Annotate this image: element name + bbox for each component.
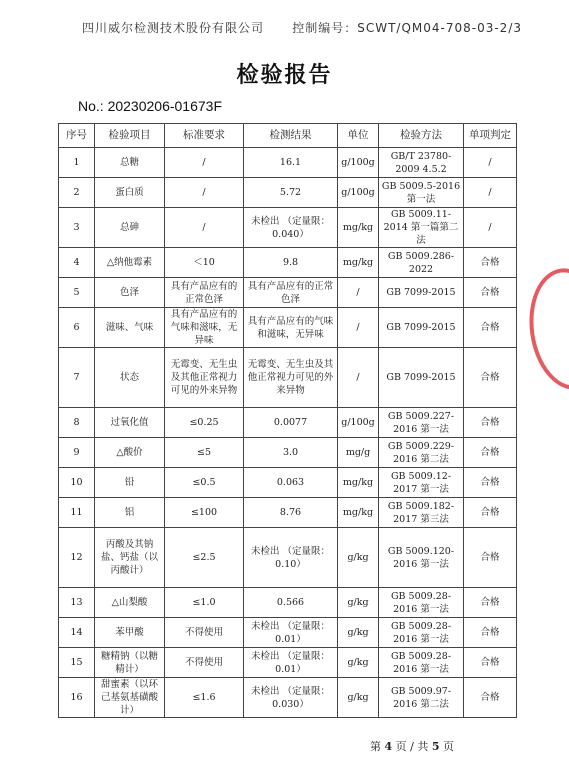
footer-total-pages: 5 [431, 740, 440, 753]
footer-prefix: 第 [370, 740, 385, 753]
table-row [59, 528, 517, 588]
cell-item: 滋味、气味 [95, 308, 165, 348]
cell-unit: g/kg [338, 648, 379, 678]
cell-item: 状态 [95, 348, 165, 408]
cell-item: 色泽 [95, 278, 165, 308]
cell-unit: / [338, 308, 379, 348]
cell-verdict: 合格 [464, 498, 517, 528]
cell-item: 蛋白质 [95, 178, 165, 208]
cell-item: 丙酸及其钠盐、钙盐（以丙酸计） [95, 528, 165, 588]
cell-method: GB 5009.12-2017 第一法 [379, 468, 464, 498]
cell-result: 未检出 （定量限：0.040） [244, 208, 338, 248]
table-row [59, 178, 517, 208]
cell-verdict: 合格 [464, 528, 517, 588]
cell-no: 2 [59, 178, 95, 208]
cell-item: 糖精钠（以糖精计） [95, 648, 165, 678]
cell-no: 13 [59, 588, 95, 618]
table-row [59, 618, 517, 648]
cell-result: 具有产品应有的气味和滋味，无异味 [244, 308, 338, 348]
cell-requirement: 具有产品应有的正常色泽 [165, 278, 244, 308]
cell-verdict: 合格 [464, 278, 517, 308]
cell-item: 总砷 [95, 208, 165, 248]
cell-item: 铝 [95, 498, 165, 528]
cell-requirement: / [165, 178, 244, 208]
header-cell: 检测结果 [244, 124, 338, 148]
cell-item: △纳他霉素 [95, 248, 165, 278]
cell-verdict: 合格 [464, 438, 517, 468]
inspection-table [58, 123, 517, 718]
cell-requirement: ≤0.25 [165, 408, 244, 438]
header-cell: 检验方法 [379, 124, 464, 148]
cell-result: 具有产品应有的正常色泽 [244, 278, 338, 308]
header-cell: 标准要求 [165, 124, 244, 148]
cell-item: 过氧化值 [95, 408, 165, 438]
cell-unit: g/100g [338, 408, 379, 438]
cell-item: △酸价 [95, 438, 165, 468]
cell-no: 11 [59, 498, 95, 528]
table-body [59, 148, 517, 718]
cell-no: 6 [59, 308, 95, 348]
table-header-row [59, 124, 517, 148]
cell-result: 8.76 [244, 498, 338, 528]
table-row [59, 678, 517, 718]
table-row [59, 498, 517, 528]
cell-verdict: 合格 [464, 308, 517, 348]
cell-verdict: 合格 [464, 678, 517, 718]
cell-unit: g/kg [338, 588, 379, 618]
cell-requirement: 不得使用 [165, 618, 244, 648]
cell-requirement: ＜10 [165, 248, 244, 278]
table-row [59, 438, 517, 468]
cell-requirement: ≤0.5 [165, 468, 244, 498]
cell-method: GB 5009.227-2016 第一法 [379, 408, 464, 438]
cell-method: GB 5009.28-2016 第一法 [379, 588, 464, 618]
cell-requirement: ≤2.5 [165, 528, 244, 588]
cell-method: GB 5009.182-2017 第三法 [379, 498, 464, 528]
cell-method: GB 5009.97-2016 第二法 [379, 678, 464, 718]
cell-no: 9 [59, 438, 95, 468]
footer-middle: 页 / 共 [392, 740, 432, 753]
cell-method: GB 5009.11-2014 第一篇第二法 [379, 208, 464, 248]
cell-method: GB 5009.120-2016 第一法 [379, 528, 464, 588]
cell-unit: g/100g [338, 148, 379, 178]
cell-result: 0.566 [244, 588, 338, 618]
cell-verdict: 合格 [464, 348, 517, 408]
cell-no: 10 [59, 468, 95, 498]
cell-no: 1 [59, 148, 95, 178]
footer-suffix: 页 [439, 740, 455, 753]
cell-no: 4 [59, 248, 95, 278]
cell-result: 3.0 [244, 438, 338, 468]
cell-unit: mg/g [338, 438, 379, 468]
cell-method: GB 5009.28-2016 第一法 [379, 648, 464, 678]
cell-requirement: ≤100 [165, 498, 244, 528]
cell-item: 铅 [95, 468, 165, 498]
cell-method: GB 7099-2015 [379, 278, 464, 308]
cell-result: 未检出 （定量限：0.01） [244, 618, 338, 648]
cell-unit: g/kg [338, 678, 379, 718]
table-row [59, 588, 517, 618]
report-number: No.: 20230206-01673F [78, 98, 222, 114]
table-row [59, 648, 517, 678]
cell-result: 16.1 [244, 148, 338, 178]
cell-verdict: / [464, 148, 517, 178]
cell-unit: / [338, 278, 379, 308]
cell-unit: g/kg [338, 618, 379, 648]
company-name: 四川威尔检测技术股份有限公司 [82, 21, 265, 35]
cell-unit: g/kg [338, 528, 379, 588]
header-cell: 单位 [338, 124, 379, 148]
cell-result: 5.72 [244, 178, 338, 208]
cell-result: 未检出 （定量限：0.01） [244, 648, 338, 678]
cell-no: 3 [59, 208, 95, 248]
table-row [59, 148, 517, 178]
cell-method: GB 7099-2015 [379, 348, 464, 408]
cell-verdict: 合格 [464, 468, 517, 498]
cell-result: 0.0077 [244, 408, 338, 438]
cell-requirement: / [165, 148, 244, 178]
cell-requirement: ≤1.6 [165, 678, 244, 718]
control-number: 控制编号：SCWT/QM04-708-03-2/3 [292, 21, 522, 35]
cell-verdict: 合格 [464, 408, 517, 438]
table-row [59, 468, 517, 498]
cell-requirement: ≤1.0 [165, 588, 244, 618]
cell-requirement: ≤5 [165, 438, 244, 468]
header-cell: 检验项目 [95, 124, 165, 148]
table-row [59, 248, 517, 278]
table-row [59, 208, 517, 248]
cell-result: 9.8 [244, 248, 338, 278]
cell-verdict: / [464, 178, 517, 208]
cell-method: GB 5009.5-2016 第一法 [379, 178, 464, 208]
table-row [59, 308, 517, 348]
cell-result: 0.063 [244, 468, 338, 498]
cell-method: GB 5009.28-2016 第一法 [379, 618, 464, 648]
cell-unit: mg/kg [338, 208, 379, 248]
cell-no: 15 [59, 648, 95, 678]
cell-unit: / [338, 348, 379, 408]
cell-no: 12 [59, 528, 95, 588]
cell-no: 16 [59, 678, 95, 718]
cell-requirement: / [165, 208, 244, 248]
cell-result: 未检出 （定量限：0.10） [244, 528, 338, 588]
cell-item: 总糖 [95, 148, 165, 178]
cell-requirement: 具有产品应有的气味和滋味，无异味 [165, 308, 244, 348]
table-row [59, 408, 517, 438]
cell-item: 苯甲酸 [95, 618, 165, 648]
cell-method: GB 5009.229-2016 第二法 [379, 438, 464, 468]
cell-result: 未检出 （定量限：0.030） [244, 678, 338, 718]
cell-no: 7 [59, 348, 95, 408]
cell-verdict: 合格 [464, 248, 517, 278]
cell-method: GB 5009.286-2022 [379, 248, 464, 278]
cell-verdict: 合格 [464, 618, 517, 648]
cell-unit: mg/kg [338, 468, 379, 498]
cell-method: GB 7099-2015 [379, 308, 464, 348]
cell-unit: mg/kg [338, 498, 379, 528]
cell-method: GB/T 23780-2009 4.5.2 [379, 148, 464, 178]
footer-page-number: 4 [384, 740, 393, 753]
cell-verdict: 合格 [464, 648, 517, 678]
cell-no: 5 [59, 278, 95, 308]
page-footer [370, 738, 454, 754]
cell-verdict: 合格 [464, 588, 517, 618]
cell-unit: g/100g [338, 178, 379, 208]
cell-result: 无霉变、无生虫及其他正常视力可见的外来异物 [244, 348, 338, 408]
cell-verdict: / [464, 208, 517, 248]
report-title: 检验报告 [236, 63, 333, 88]
cell-item: 甜蜜素（以环己基氨基磺酸计） [95, 678, 165, 718]
cell-item: △山梨酸 [95, 588, 165, 618]
official-seal-stamp [522, 263, 569, 395]
table-row [59, 348, 517, 408]
cell-no: 14 [59, 618, 95, 648]
cell-requirement: 不得使用 [165, 648, 244, 678]
cell-unit: mg/kg [338, 248, 379, 278]
table-row [59, 278, 517, 308]
page-header [82, 19, 522, 36]
header-cell: 单项判定 [464, 124, 517, 148]
cell-requirement: 无霉变、无生虫及其他正常视力可见的外来异物 [165, 348, 244, 408]
cell-no: 8 [59, 408, 95, 438]
header-cell: 序号 [59, 124, 95, 148]
